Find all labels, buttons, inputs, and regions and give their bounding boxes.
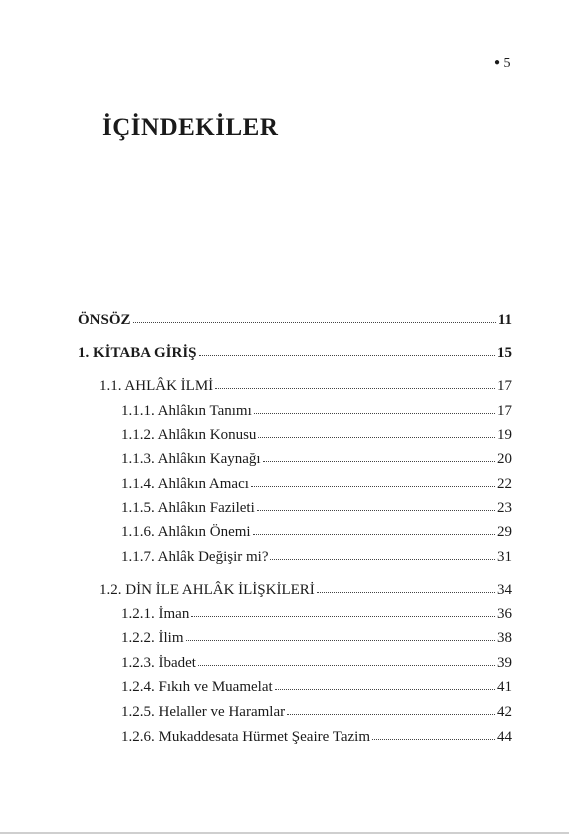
toc-dot-leader xyxy=(257,510,495,511)
toc-entry[interactable] xyxy=(121,655,512,672)
page-number xyxy=(494,56,511,72)
toc-entry[interactable] xyxy=(121,476,512,493)
page-title: İÇİNDEKİLER xyxy=(102,114,279,141)
toc-entry[interactable] xyxy=(121,451,512,468)
toc-entry-page: 23 xyxy=(497,500,512,516)
toc-entry[interactable] xyxy=(121,427,512,444)
toc-entry[interactable] xyxy=(121,679,512,696)
bullet-icon: ● xyxy=(493,57,501,68)
toc-entry[interactable] xyxy=(121,729,512,746)
toc-entry-page: 31 xyxy=(497,549,512,565)
toc-entry-page: 22 xyxy=(497,476,512,492)
toc-entry[interactable] xyxy=(121,549,512,566)
toc-entry-page: 42 xyxy=(497,704,512,720)
toc-entry[interactable] xyxy=(78,312,512,329)
toc-dot-leader xyxy=(191,616,495,617)
toc-entry-label: 1.1.5. Ahlâkın Fazileti xyxy=(121,500,255,516)
toc-dot-leader xyxy=(287,714,495,715)
toc-entry[interactable] xyxy=(121,606,512,623)
toc-dot-leader xyxy=(251,486,495,487)
toc-entry-label: 1.1.2. Ahlâkın Konusu xyxy=(121,427,257,443)
toc-dot-leader xyxy=(258,437,495,438)
toc-entry-label: 1.1.4. Ahlâkın Amacı xyxy=(121,476,249,492)
toc-entry-label: 1.2. DİN İLE AHLÂK İLİŞKİLERİ xyxy=(99,582,315,598)
toc-entry-page: 20 xyxy=(497,451,512,467)
toc-entry-label: 1.2.5. Helaller ve Haramlar xyxy=(121,704,286,720)
toc-entry-page: 34 xyxy=(497,582,512,598)
toc-entry-page: 17 xyxy=(497,403,512,419)
toc-entry-page: 19 xyxy=(497,427,512,443)
toc-entry[interactable] xyxy=(78,345,512,362)
toc-entry-label: 1.2.1. İman xyxy=(121,606,190,622)
toc-entry-label: 1.1.6. Ahlâkın Önemi xyxy=(121,524,251,540)
toc-entry-page: 29 xyxy=(497,524,512,540)
toc-entry-label: ÖNSÖZ xyxy=(78,312,131,328)
toc-dot-leader xyxy=(254,413,495,414)
toc-entry[interactable] xyxy=(121,704,512,721)
toc-dot-leader xyxy=(133,322,496,323)
toc-entry-page: 41 xyxy=(497,679,512,695)
toc-entry[interactable] xyxy=(99,582,512,599)
toc-entry-page: 15 xyxy=(497,345,512,361)
toc-dot-leader xyxy=(263,461,495,462)
toc-entry-page: 44 xyxy=(497,729,512,745)
toc-entry-label: 1.2.2. İlim xyxy=(121,630,184,646)
toc-entry-label: 1.1.7. Ahlâk Değişir mi? xyxy=(121,549,269,565)
toc-entry-label: 1.2.4. Fıkıh ve Muamelat xyxy=(121,679,273,695)
toc-entry-label: 1.1.3. Ahlâkın Kaynağı xyxy=(121,451,261,467)
toc-entry[interactable] xyxy=(121,630,512,647)
toc-entry[interactable] xyxy=(121,403,512,420)
toc-dot-leader xyxy=(270,559,495,560)
toc-entry-label: 1.1.1. Ahlâkın Tanımı xyxy=(121,403,252,419)
toc-entry-page: 39 xyxy=(497,655,512,671)
toc-entry-page: 11 xyxy=(497,312,512,328)
toc-dot-leader xyxy=(317,592,495,593)
page-number-value: 5 xyxy=(503,56,511,71)
toc-dot-leader xyxy=(198,665,495,666)
toc-entry-label: 1.1. AHLÂK İLMİ xyxy=(99,378,214,394)
toc-dot-leader xyxy=(215,388,495,389)
toc-entry-label: 1. KİTABA GİRİŞ xyxy=(78,345,197,361)
toc-entry-label: 1.2.3. İbadet xyxy=(121,655,196,671)
toc-entry-page: 17 xyxy=(497,378,512,394)
toc-entry[interactable] xyxy=(99,378,512,395)
toc-entry-page: 38 xyxy=(497,630,512,646)
toc-dot-leader xyxy=(199,355,495,356)
toc-entry-label: 1.2.6. Mukaddesata Hürmet Şeaire Tazim xyxy=(121,729,371,745)
toc-entry-page: 36 xyxy=(497,606,512,622)
toc-entry[interactable] xyxy=(121,500,512,517)
toc-dot-leader xyxy=(275,689,495,690)
toc-entry[interactable] xyxy=(121,524,512,541)
toc-dot-leader xyxy=(186,640,496,641)
toc-dot-leader xyxy=(253,534,495,535)
toc-dot-leader xyxy=(372,739,495,740)
